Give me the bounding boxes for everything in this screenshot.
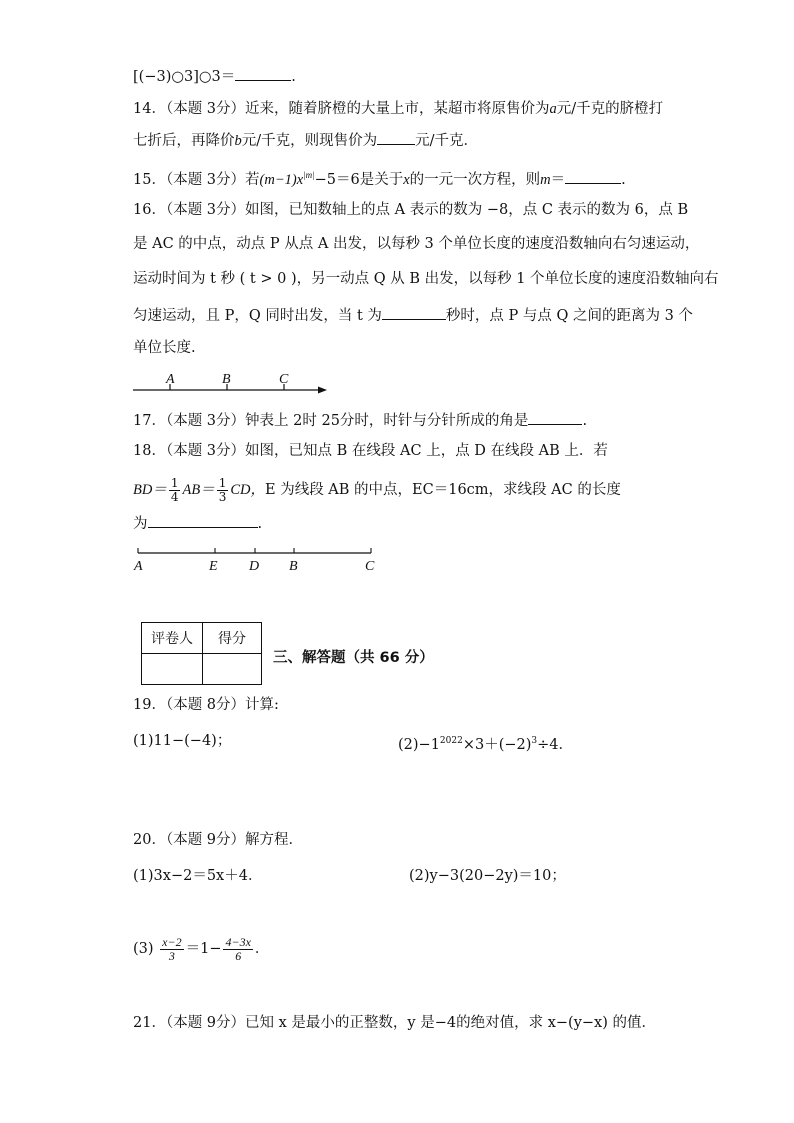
segment-label-d: D [249,559,260,574]
segment-label-b: B [289,559,298,574]
q19-title: 19．（本题 8分）计算: [133,697,279,713]
q16-line4: 匀速运动，且 P，Q 同时出发，当 t 为 秒时，点 P 与点 Q 之间的距离为 3 个 [133,305,693,326]
q13-tail: [(−3)○3]○3＝ . [133,66,296,87]
q14-line2: 七折后，再降价b元/千克，则现售价为 元/千克． [133,130,478,151]
fraction-x-minus-2-over-3: $\frac{x-2}{3}$ [162,934,182,963]
number-line-diagram [133,369,333,399]
axis-label-c: C [279,372,289,387]
q16-line1: 16．（本题 3分）如图，已知数轴上的点 A 表示的数为 −8，点 C 表示的数为 6，点 B [133,202,689,218]
q19-part2: $(2)-1^{2022}\times 3+(-2)^3\div 4$． [398,736,574,753]
grader-cell[interactable] [142,654,203,685]
q14-line1: 14．（本题 3分）近来，随着脐橙的大量上市，某超市将原售价为a元/千克的脐橙打 [133,101,664,117]
axis-label-a: A [166,372,175,387]
segment-label-e: E [209,559,218,574]
segment-diagram [133,543,383,579]
q16-line5: 单位长度. [133,340,196,356]
segment-label-c: C [365,559,375,574]
q16-line3: 运动时间为 t 秒 ( t > 0 )，另一动点 Q 从 B 出发，以每秒 1 个单位长度的速度沿数轴向右 [133,271,719,287]
q17: 17．（本题 3分）钟表上 2时 25分时，时针与分针所成的角是 . [133,410,587,431]
q20-part3: (3) $\frac{x-2}{3}$ ＝1− $\frac{4-3x}{6}$ ． [133,934,270,963]
fraction-4-minus-3x-over-6: $\frac{4-3x}{6}$ [225,934,251,963]
score-cell[interactable] [203,654,262,685]
q18-line2: BD＝ $\frac{1}{4}$ AB＝ $\frac{1}{3}$ CD，E 为线段 AB 的中点，EC＝16cm，求线段 AC 的长度 [133,475,621,504]
q17-answer-blank[interactable] [528,410,582,425]
q13-expression: [(−3)○3]○3＝ [133,69,236,85]
grading-table [141,622,262,685]
q19-part1: (1)11−(−4)； [133,733,232,749]
q20-part1: (1)3x−2＝5x＋4． [133,868,263,884]
q21: 21．（本题 9分）已知 x 是最小的正整数，y 是−4的绝对值，求 x−(y−x) 的值． [133,1015,656,1031]
q15-answer-blank[interactable] [565,169,621,184]
segment-label-a: A [134,559,143,574]
q15: 15．（本题 3分）若$(m-1)x^{|m|}-5=6$是关于x的一元一次方程，则m＝ . [133,170,626,188]
section-title: 三、解答题（共 66 分） [273,650,434,666]
score-header: 得分 [203,623,262,654]
q16-answer-blank[interactable] [382,305,446,320]
q20-title: 20．（本题 9分）解方程． [133,832,304,848]
q13-answer-blank[interactable] [235,66,291,81]
axis-label-b: B [222,372,231,387]
fraction-one-quarter: $\frac{1}{4}$ [170,475,179,504]
grader-header: 评卷人 [142,623,203,654]
q18-answer-blank[interactable] [148,513,258,528]
q20-part2: (2)y−3(20−2y)＝10； [409,868,566,884]
q14-answer-blank[interactable] [377,130,415,145]
q18-line1: 18．（本题 3分）如图，已知点 B 在线段 AC 上，点 D 在线段 AB 上．若 [133,443,608,459]
fraction-one-third: $\frac{1}{3}$ [218,475,227,504]
q18-line3: 为 . [133,513,262,534]
q16-line2: 是 AC 的中点，动点 P 从点 A 出发，以每秒 3 个单位长度的速度沿数轴向右匀速运动， [133,236,700,252]
